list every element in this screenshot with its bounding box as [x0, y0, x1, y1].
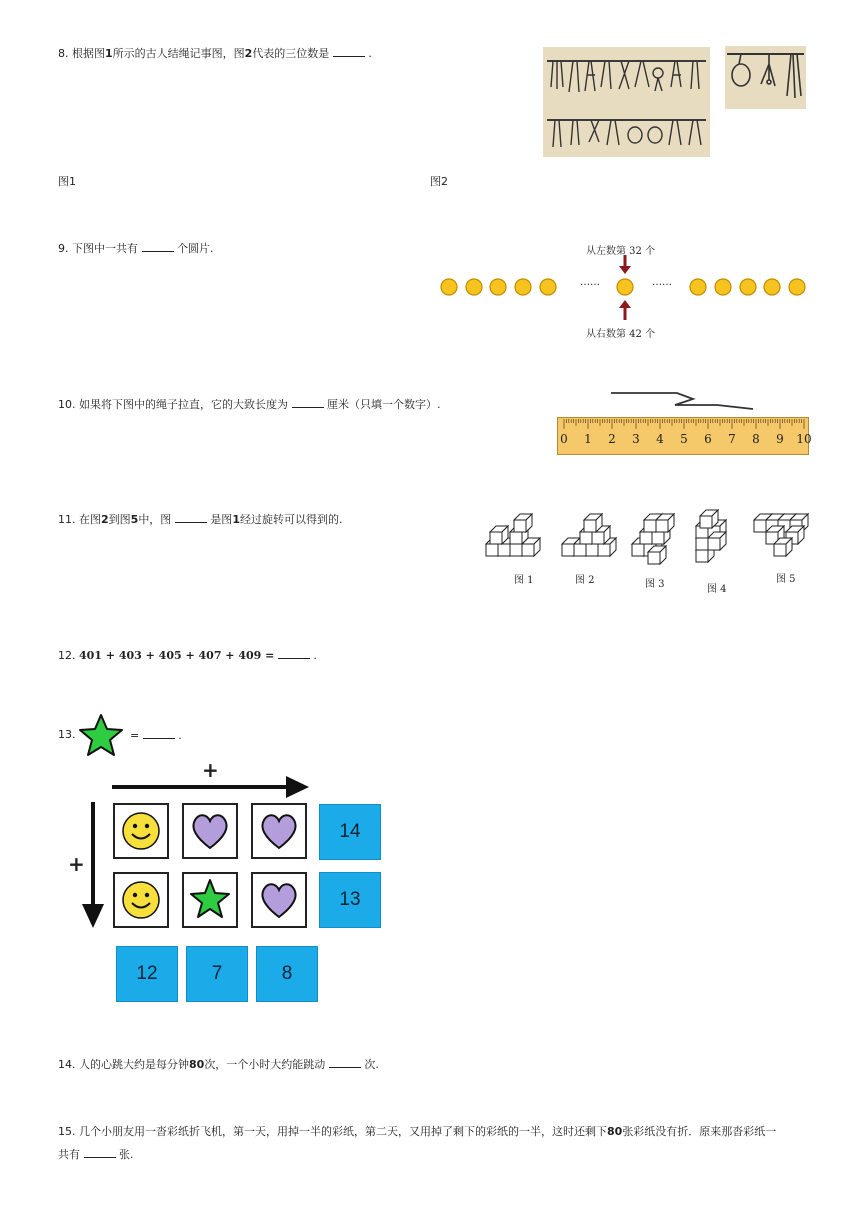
ruler-label: 10: [796, 432, 812, 446]
disc: [764, 279, 780, 295]
heart-icon: [253, 874, 305, 926]
question-9: 9. 下图中一共有 个圆片.: [58, 242, 214, 255]
question-12: 12. 401 + 403 + 405 + 407 + 409 = .: [58, 649, 317, 662]
disc: [540, 279, 556, 295]
cube-figure-5: [754, 514, 808, 556]
arrow-down-icon: [618, 255, 632, 275]
disc: [715, 279, 731, 295]
arrow-down-icon: [80, 800, 106, 930]
rope-line: [605, 385, 765, 415]
row-sum-2: 13: [319, 872, 381, 928]
knot-figure-2: [725, 46, 806, 109]
question-14: 14. 人的心跳大约是每分钟80次，一个小时大约能跳动 次.: [58, 1058, 379, 1071]
cube-caption-4: 图 4: [707, 584, 727, 595]
tile-heart: [182, 803, 238, 859]
disc-row: [434, 274, 814, 300]
answer-blank[interactable]: [84, 1147, 116, 1158]
right-count-label: 从右数第 42 个: [586, 329, 656, 340]
ellipsis-left: ……: [580, 277, 600, 288]
question-15-line-1: 15. 几个小朋友用一沓彩纸折飞机，第一天，用掉一半的彩纸，第二天，又用掉了剩下的彩纸的一半，这时还剩下80张彩纸没有折．原来那沓彩纸一: [58, 1125, 777, 1138]
smile-icon: [115, 874, 167, 926]
ruler-label: 3: [632, 432, 640, 446]
ruler-label: 5: [680, 432, 688, 446]
disc: [690, 279, 706, 295]
ruler: [557, 417, 812, 455]
answer-blank[interactable]: [175, 512, 207, 523]
knot-figure-1: [543, 47, 710, 157]
disc: [490, 279, 506, 295]
ruler-label: 9: [776, 432, 784, 446]
answer-blank[interactable]: [292, 397, 324, 408]
cube-figure-2: [562, 514, 616, 556]
ruler-label: 6: [704, 432, 712, 446]
star-icon: [78, 713, 124, 757]
question-13-number: 13.: [58, 728, 76, 741]
cube-caption-3: 图 3: [645, 579, 665, 590]
figure-2-caption: 图2: [430, 175, 448, 188]
cube-figure-4: [696, 510, 726, 562]
cube-figure-1: [486, 514, 540, 556]
disc: [466, 279, 482, 295]
disc: [617, 279, 633, 295]
disc: [441, 279, 457, 295]
answer-blank[interactable]: [333, 46, 365, 57]
tile-heart: [251, 803, 307, 859]
arrow-up-icon: [618, 300, 632, 320]
heart-icon: [253, 805, 305, 857]
question-11: 11. 在图2到图5中，图 是图1经过旋转可以得到的.: [58, 513, 343, 526]
ruler-label: 4: [656, 432, 664, 446]
tile-smile: [113, 803, 169, 859]
sum-expression: 401 + 403 + 405 + 407 + 409 =: [79, 649, 275, 662]
cube-caption-1: 图 1: [514, 575, 534, 586]
cube-figure-3: [632, 514, 674, 564]
tile-star: [182, 872, 238, 928]
answer-blank[interactable]: [278, 648, 310, 659]
figure-1-caption: 图1: [58, 175, 76, 188]
ruler-label: 1: [584, 432, 592, 446]
plus-horizontal: +: [202, 758, 219, 782]
cube-caption-2: 图 2: [575, 575, 595, 586]
smile-icon: [115, 805, 167, 857]
arrow-right-icon: [110, 774, 310, 800]
tile-smile: [113, 872, 169, 928]
star-icon: [184, 874, 236, 926]
disc: [740, 279, 756, 295]
plus-vertical: +: [68, 852, 85, 876]
question-15-line-2: 共有 张.: [58, 1148, 134, 1161]
ruler-label: 8: [752, 432, 760, 446]
cube-figures: [484, 508, 814, 568]
ruler-label: 0: [560, 432, 568, 446]
ruler-label: 7: [728, 432, 736, 446]
heart-icon: [184, 805, 236, 857]
ellipsis-right: ……: [652, 277, 672, 288]
ruler-label: 2: [608, 432, 616, 446]
col-sum-3: 8: [256, 946, 318, 1002]
disc: [515, 279, 531, 295]
question-10: 10. 如果将下图中的绳子拉直，它的大致长度为 厘米（只填一个数字）.: [58, 398, 441, 411]
row-sum-1: 14: [319, 804, 381, 860]
cube-caption-5: 图 5: [776, 574, 796, 585]
answer-blank[interactable]: [142, 241, 174, 252]
question-13-answer: = .: [130, 729, 182, 742]
tile-heart: [251, 872, 307, 928]
left-count-label: 从左数第 32 个: [586, 246, 656, 257]
col-sum-2: 7: [186, 946, 248, 1002]
answer-blank[interactable]: [329, 1057, 361, 1068]
disc: [789, 279, 805, 295]
col-sum-1: 12: [116, 946, 178, 1002]
answer-blank[interactable]: [143, 728, 175, 739]
question-8: 8. 根据图1所示的古人结绳记事图，图2代表的三位数是 .: [58, 47, 372, 60]
